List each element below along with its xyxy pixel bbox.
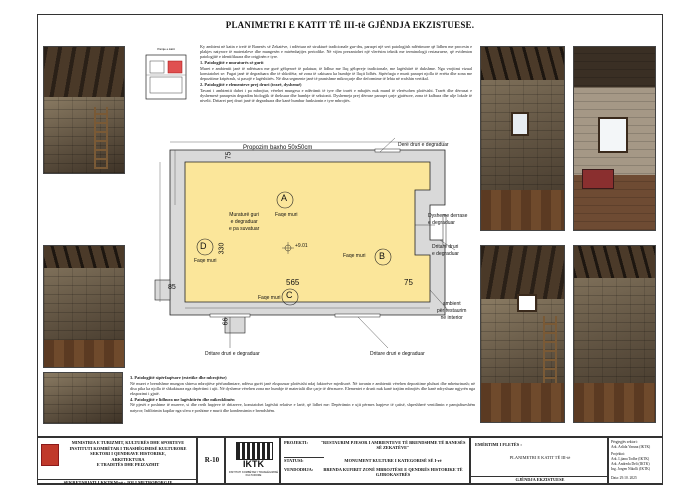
logo-cell bbox=[225, 437, 280, 485]
sheet-name-cell bbox=[470, 437, 608, 485]
date-line: Data: 29.10. 2025 bbox=[611, 476, 637, 480]
sheet-name-label: EMËRTIMI I FLETËS : bbox=[475, 442, 522, 447]
wall-d-caption: Faqe muri bbox=[194, 258, 217, 264]
note-degraded-masonry: Muraturë guri e degraduar e pa suvatuar bbox=[229, 212, 260, 232]
section-2-title: 2. Patologjitë e elementeve prej druri (trarë, dyshemé) bbox=[200, 82, 302, 88]
ministry-name: MINISTRIA E TURIZMIT, KULTURËS DHE SPORTEVE bbox=[71, 440, 185, 445]
section-3-title: 3. Patologjitë sipërfaqësore (estetike dhe mbrojtëse) bbox=[130, 375, 227, 380]
location-label: VENDODHJA: bbox=[284, 467, 314, 472]
title-block bbox=[37, 436, 663, 485]
wall-d-letter: D bbox=[200, 241, 207, 251]
logo-text: IKTK bbox=[243, 459, 264, 469]
photo-wall-right-d bbox=[573, 245, 656, 423]
photo-roof-left bbox=[43, 46, 125, 174]
dim-top-label: Propozim baxho 50x50cm bbox=[243, 145, 313, 151]
section-3-text: Në muret e brendshme mungon shtresa mbrojtëse përfundimtare, ndërsa gurët janë ekspozuar plotësisht ndaj faktorëve mjedisorë. Në tavanin e ambientit vërehen depozitime pluhuri dhe mbeturinash; në disa pika ka njolla të shkaktuara nga depërtimi i ujit. Në dysheme vërehen zona me humbje të materialit dhe çarje të dërrasave. Elementet e drurit nuk kanë trajtim mbrojtës dhe kanë ndryshuar ngjyrën nga ekspozimi i gjatë. bbox=[130, 380, 475, 396]
wall-a-letter: A bbox=[281, 193, 288, 203]
project-value: "RESTAURIM PJESOR I AMBIENTEVE TË BRENDSHME TË BANESËS SË ZEKATËVE" bbox=[320, 440, 466, 451]
section-1-title: 1. Patologjitë e muraturës së gurit bbox=[200, 60, 264, 66]
dim-left-bottom: 85 bbox=[168, 284, 176, 291]
status-label: STATUSI: bbox=[284, 457, 324, 463]
photo-wall-right-a bbox=[480, 46, 565, 231]
author-line-3: Ark. Ljiana Todhe (IKTK) bbox=[611, 457, 650, 461]
key-plan-label: Pamje e katit bbox=[157, 47, 175, 51]
ministry-cell bbox=[37, 437, 197, 485]
photo-wall-left-mid bbox=[43, 245, 125, 368]
secretariat: SEKRETARIATI I KKTKM-së : JOLI METROPORGJE bbox=[38, 479, 198, 485]
description-intro: Ky ambient në katin e tretë të Banesës së Zekatëve, i ndërtuar në strukturë tradicionale gur-dru, paraqet një seri patologjish ndërtimore që lidhen me procesin e plakjes natyrore të materialeve dhe mungesën e mirëmbajtjes periodike. Në vijim prezantohet një vlerësim teknik me terminologji restauruese, që evidenton patologjitë e identifikuara dhe origjinën e tyre. bbox=[200, 44, 472, 60]
wall-c-letter: C bbox=[286, 290, 293, 300]
dim-right: 75 bbox=[404, 278, 413, 287]
author-line-5: Ing. Jorgen Nikolli (IKTK) bbox=[611, 467, 651, 471]
author-line-0: Përgjegjës sektori: bbox=[611, 440, 638, 444]
dim-width: 565 bbox=[286, 278, 300, 287]
dim-left-top: 75 bbox=[225, 151, 233, 160]
institute-name: INSTITUTI KOMBËTAR I TRASHËGIMISË KULTURORE SEKTORI I QENDRAVE HISTORIKE, ARKITEKTURA E TRADITËS DHE PEIZAZHIT bbox=[69, 446, 187, 468]
author-line-4: Ark. Andreda Deli (IKTK) bbox=[611, 462, 650, 466]
iktk-logo-icon bbox=[236, 442, 273, 460]
photo-room-right-b bbox=[573, 46, 656, 231]
section-1-text: Muret e ambientit janë të ndërtuara me gurë gëlqerorë të palatuar, të lidhur me llaç gëlqereje tradicionale, me lagështirë të dukshme. Nga vrojtimi vizual konstatohet se: Fugat janë të degraduara dhe të shkrifëta; në zona të caktuara ka humbje të llaçit lidhës. Sipërfaqja e murit paraqet njolla të errëta dhe zona me depozitime kripërash, si pasojë e lagështirës. Në disa segmente janë të pranishme mikroçarje dhe deformime të lehta në rrafshin vertikal. bbox=[200, 65, 472, 82]
wall-a-caption: Faqe muri bbox=[275, 212, 298, 218]
callout-door: Derë druri e degraduar bbox=[398, 142, 449, 148]
wall-b-letter: B bbox=[379, 251, 386, 261]
dim-left-mid: 330 bbox=[218, 242, 226, 255]
description-bottom bbox=[130, 374, 475, 434]
sheet-code: R-10 bbox=[204, 456, 220, 464]
callout-floor: Dysheme derrase e degraduar bbox=[428, 213, 468, 226]
project-label: PROJEKTI: bbox=[284, 440, 308, 445]
coat-of-arms-icon bbox=[41, 444, 59, 466]
callout-windows-right: Dritare druri e degraduar bbox=[432, 244, 459, 257]
floor-level: +9.01 bbox=[295, 243, 308, 249]
dim-bottom-mid: 66 bbox=[222, 317, 230, 326]
authors-cell bbox=[608, 437, 663, 485]
key-plan bbox=[142, 45, 190, 103]
sheet-name-value: PLANIMETRI E KATIT TË III-të bbox=[509, 455, 571, 460]
sheet-code-cell bbox=[197, 437, 225, 485]
author-line-2: Projektoi: bbox=[611, 452, 626, 456]
wall-b-caption: Faqe muri bbox=[343, 253, 366, 259]
wall-c-caption: Faqe muri bbox=[258, 295, 281, 301]
section-4-title: 4. Patologjitë e lidhura me lagështirën dhe mikroklimën bbox=[130, 396, 235, 402]
status-value: MONUMENT KULTURE I KATEGORISË SË I-rë bbox=[344, 458, 442, 463]
callout-ambient: ambient për restaurim në interior bbox=[437, 301, 467, 321]
callout-window-bottom-left: Dritare druri e degraduar bbox=[205, 351, 260, 357]
photo-wall-left-bottom bbox=[43, 372, 123, 424]
photo-roof-right-c bbox=[480, 245, 565, 423]
page-title: PLANIMETRI E KATIT TË III-të GJËNDJA EKZISTUESE. bbox=[225, 20, 475, 30]
project-cell bbox=[280, 437, 470, 485]
section-2-text: Tavani i ambientit dubet i pa mbrojtur, vërehet mungesa e ndërtimit të tyre dhe trarët e mbajtës nuk mund të vlerësohen plotësisht. Trarët dhe dërrasat e dyshemesë paraqesin degradim biologjik të theksuar dhe humbje të seksionit. Dyshemeja prej dërrase paraqet çarje gjatësore, zona të kalbura dhe ulje lokale të nivelit. Dritaret prej druri janë të degraduara dhe kanë humbur funksionin e tyre mbrojtës. bbox=[200, 87, 472, 103]
location-value: BRENDA KUFIRIT ZONË MBROJTËSE E QENDRËS HISTORIKE TË GJIROKASTRËS bbox=[323, 467, 463, 478]
logo-subtext: INSTITUTI KOMBËTAR I TRASHËGIMISË KULTURORE bbox=[228, 471, 279, 478]
callout-window-bottom-right: Dritare druri e degraduar bbox=[370, 351, 425, 357]
author-line-1: Ark. Arlida Varuna (IKTK) bbox=[611, 445, 651, 449]
sheet-state: GJËNDJA EKZISTUESE bbox=[471, 476, 609, 482]
section-4-text: Në pjesët e poshtme të mureve, si dhe rreth hapjeve të dritareve, konstatohet lagështi relative e lartë, që lidhet me: Depërtimin e ujit përmes hapjeve të çatisë, shpeshherë ventilimin e pamjaftueshëm natyror; Infiltrimin kapilar nga sfera e poshtme e murit dhe kondensimin e brendshëm. bbox=[130, 402, 475, 413]
